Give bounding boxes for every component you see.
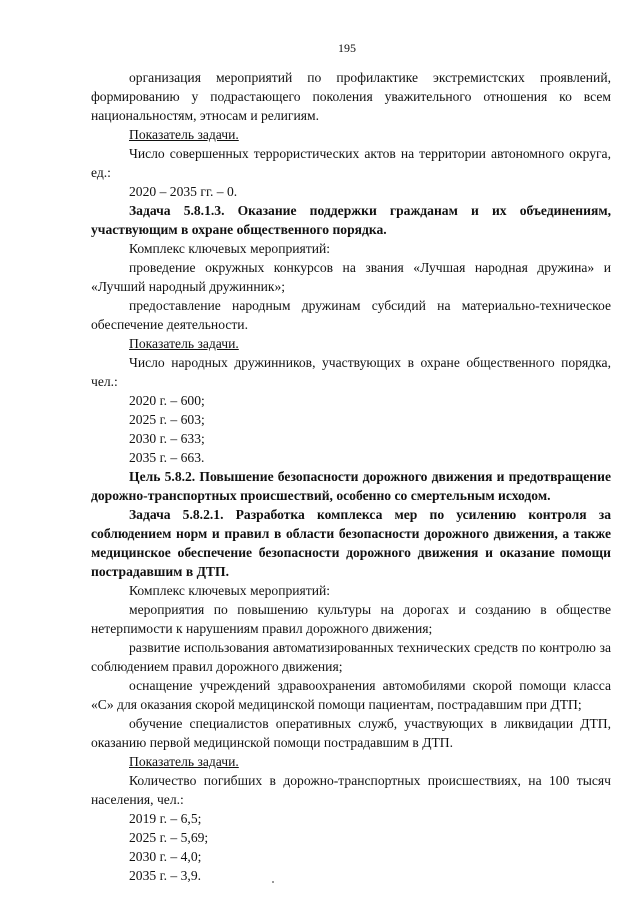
measure-item: предоставление народным дружинам субсидий на материально-техническое обеспечение деятельности. (91, 298, 611, 332)
indicator-value: 2019 г. – 6,5; (129, 811, 202, 826)
page-number: 195 (338, 41, 356, 55)
indicator-heading: Показатель задачи. (129, 754, 239, 769)
measure-item: мероприятия по повышению культуры на дорогах и созданию в обществе нетерпимости к нарушениям правил дорожного движения; (91, 602, 611, 636)
document-page (91, 41, 611, 885)
key-measures-heading: Комплекс ключевых мероприятий: (129, 583, 331, 598)
indicator-value: 2025 г. – 603; (129, 412, 205, 427)
measure-item: оснащение учреждений здравоохранения автомобилями скорой помощи класса «С» для оказания скорой медицинской помощи пациентам, пострадавшим при ДТП; (91, 678, 611, 712)
indicator-value: 2035 г. – 3,9. (129, 868, 202, 883)
measure-item: развитие использования автоматизированных технических средств по контролю за соблюдением правил дорожного движения; (91, 640, 611, 674)
indicator-road-deaths: Количество погибших в дорожно-транспортных происшествиях, на 100 тысяч населения, чел.: (91, 773, 611, 807)
goal-5-8-2-heading: Цель 5.8.2. Повышение безопасности дорожного движения и предотвращение дорожно-транспортных происшествий, особенно со смертельным исходом. (91, 469, 611, 503)
indicator-value: 2030 г. – 4,0; (129, 849, 202, 864)
indicator-value: 2035 г. – 663. (129, 450, 205, 465)
indicator-volunteers: Число народных дружинников, участвующих в охране общественного порядка, чел.: (91, 355, 611, 389)
indicator-terror-acts: Число совершенных террористических актов на территории автономного округа, ед.: (91, 146, 611, 180)
measure-item: проведение окружных конкурсов на звания «Лучшая народная дружина» и «Лучший народный дружинник»; (91, 260, 611, 294)
paragraph-extremism-prevention: организация мероприятий по профилактике экстремистских проявлений, формированию у подрастающего поколения уважительного отношения ко всем национальностям, этносам и религиям. (91, 70, 611, 123)
scan-speck (272, 881, 274, 883)
key-measures-heading: Комплекс ключевых мероприятий: (129, 241, 331, 256)
indicator-value: 2025 г. – 5,69; (129, 830, 209, 845)
indicator-heading: Показатель задачи. (129, 127, 239, 142)
indicator-heading: Показатель задачи. (129, 336, 239, 351)
indicator-value: 2020 г. – 600; (129, 393, 205, 408)
indicator-value: 2020 – 2035 гг. – 0. (129, 184, 238, 199)
indicator-value: 2030 г. – 633; (129, 431, 205, 446)
task-5-8-2-1-heading: Задача 5.8.2.1. Разработка комплекса мер по усилению контроля за соблюдением норм и правил в области безопасности дорожного движения, а также медицинское обеспечение безопасности дорожного движения и оказание помощи пострадавшим в ДТП. (91, 507, 611, 579)
measure-item: обучение специалистов оперативных служб, участвующих в ликвидации ДТП, оказанию первой медицинской помощи пострадавшим в ДТП. (91, 716, 611, 750)
task-5-8-1-3-heading: Задача 5.8.1.3. Оказание поддержки гражданам и их объединениям, участвующим в охране общественного порядка. (91, 203, 611, 237)
